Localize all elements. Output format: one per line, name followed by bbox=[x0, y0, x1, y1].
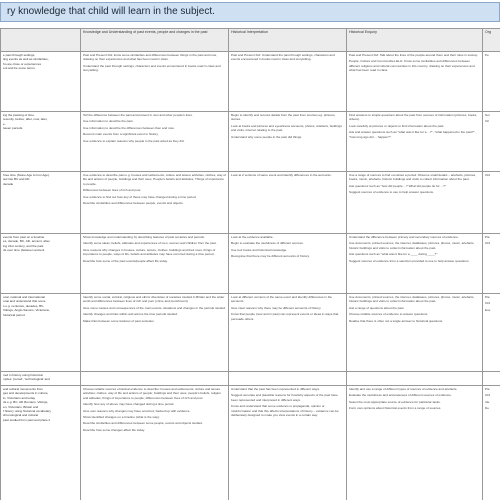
cell-text: Suggest sources of evidence from a selection provided to use to help answer questions. bbox=[349, 258, 470, 263]
cell-text: onal and understand that some bbox=[3, 299, 46, 304]
cell-text: Describe similarities and differences between people, events and objects. bbox=[83, 201, 184, 206]
cell-text: and cultural movements from bbox=[3, 387, 43, 391]
table-cell bbox=[1, 386, 81, 500]
table-cell bbox=[483, 234, 500, 294]
cell-text: ted into BC and AD. bbox=[3, 177, 31, 182]
cell-text: ent and be some terms. bbox=[3, 66, 36, 71]
cell-text: Pla bbox=[485, 235, 490, 239]
table-row bbox=[1, 172, 500, 234]
table-cell bbox=[347, 52, 483, 112]
cell-text: Give some causes and consequences of the main events, situations and changes in the periods studied. bbox=[83, 305, 226, 310]
cell-text: ds e.g. BC, AD Romans, Vikings, bbox=[3, 400, 49, 405]
cell-text: mples: 'period', 'technological' and bbox=[3, 377, 50, 382]
table-cell bbox=[1, 112, 81, 172]
cell-text: Understand the difference between primary and secondary sources of evidence. bbox=[349, 235, 459, 239]
curriculum-table-container bbox=[0, 28, 500, 500]
column-header: Historical Interpretation bbox=[229, 29, 347, 52]
cell-text: Show identified changes on a timeline (what is the way). bbox=[83, 415, 160, 420]
cell-text: Know and understand that some evidence is propaganda, opinion or misinformation and that this affects interpretations of history – evidence can be deliberately designed to make you view events in a certain way. bbox=[231, 404, 339, 418]
cell-text: Form own opinions about historical events from a range of sources. bbox=[349, 406, 442, 411]
cell-text: ing the passing of time. bbox=[3, 113, 35, 117]
table-cell bbox=[483, 294, 500, 372]
table-row bbox=[1, 234, 500, 294]
cell-text: Ask a range of questions about the past. bbox=[349, 305, 405, 310]
cell-text: People, Culture and Communities ELG: Know some similarities and differences between different religious and cultural communities in this country, drawing on their experiences and what has been read in class. bbox=[349, 59, 475, 73]
cell-text: Ask questions such as "what was it like for a ____ during ____?" bbox=[349, 252, 438, 257]
cell-text: Look at the evidence available. bbox=[231, 235, 274, 239]
cell-text: Tell the difference between the past and present in own and other people's lives. bbox=[83, 113, 193, 117]
cell-text: Ori bbox=[485, 119, 490, 124]
cell-text: ting events as well as similarities, bbox=[3, 57, 49, 62]
cell-text: decade bbox=[3, 181, 14, 186]
table-cell bbox=[483, 52, 500, 112]
cell-text: f history using historical vocabulary bbox=[3, 409, 51, 414]
table-cell bbox=[229, 372, 347, 386]
table-row bbox=[1, 112, 500, 172]
cell-text: Use documents, printed sources, the internet, databases, pictures, photos, music, artefacts, historic buildings and visits to collect information about the past. bbox=[349, 295, 475, 304]
cell-text: Look at books and pictures and eyewitness accounts, photos, artefacts, buildings and visits, internet relating to the past. bbox=[231, 123, 342, 133]
table-cell bbox=[1, 372, 81, 386]
table-cell bbox=[81, 372, 229, 386]
table-cell bbox=[81, 294, 229, 372]
cell-text: Identify changes and links within and across the time periods studied. bbox=[83, 312, 178, 317]
cell-text: Use documents, printed sources, the internet, databases, pictures, photos, music, artefacts, historic buildings and visits to collect information about the past. bbox=[349, 241, 475, 250]
cell-text: in, Victorians and today bbox=[3, 395, 36, 400]
cell-text: Look at different versions of the same event and identify differences in the accounts. bbox=[231, 295, 333, 304]
table-cell bbox=[81, 386, 229, 500]
table-cell bbox=[1, 172, 81, 234]
cell-text: Ide bbox=[485, 399, 490, 404]
cell-text: Describe similarities and differences between some people, events and objects studied. bbox=[83, 421, 203, 426]
cell-text: Give clear reasons why there may be different accounts of history. bbox=[231, 305, 322, 310]
cell-text: Identify some ideas, beliefs, attitudes and experiences of men, women and children from the past. bbox=[83, 241, 217, 246]
cell-text: De bbox=[485, 406, 489, 411]
table-cell bbox=[81, 52, 229, 112]
cell-text: Choose reliable sources of evidence to answer questions. bbox=[349, 312, 429, 317]
cell-text: Choose reliable sources of factual evidence to describe: houses and settlements; culture and leisure activities; clothes, way of life and actions of people; buildings and their uses; people's beliefs, religion and attitudes; things of importance to people; differences between lives of rich and poor. bbox=[83, 387, 221, 400]
column-header: Historical Enquiry bbox=[347, 29, 483, 52]
cell-text: Give own reasons why changes may have occurred, backed up with evidence. bbox=[83, 408, 191, 413]
cell-text: ho are close or experiences bbox=[3, 61, 42, 66]
cell-text: Recognise that there may be different accounts of history. bbox=[231, 254, 310, 259]
cell-text: s e.g. centuries, decades, BC, bbox=[3, 303, 45, 308]
curriculum-table bbox=[0, 28, 500, 500]
cell-text: Ord bbox=[485, 241, 491, 246]
table-cell bbox=[1, 294, 81, 372]
cell-text: Realise that there is often not a single answer to historical questions. bbox=[349, 318, 444, 323]
cell-text: e. bbox=[3, 121, 6, 126]
cell-text: Understand the past through settings, characters and events encountered in books read in class and storytelling. bbox=[83, 63, 221, 73]
cell-text: Use evidence to describe past e.g. houses and settlements, culture and leisure activities, clothes, way of life and actions of people, buildings and their uses, People's beliefs and attitudes, Things of importance to people. bbox=[83, 173, 226, 186]
cell-text: tween periods. bbox=[3, 126, 24, 131]
table-cell bbox=[229, 112, 347, 172]
cell-text: Ord bbox=[485, 301, 491, 306]
cell-text: recently, before, after, now, later, bbox=[3, 117, 48, 122]
cell-text: Find answers to simple questions about the past from sources of information (pictures, books, videos). bbox=[349, 113, 478, 122]
cell-text: e past through settings, bbox=[3, 53, 36, 57]
cell-text: Eve bbox=[485, 307, 491, 312]
cell-text: es, decade, BC, AD, ancient, after, bbox=[3, 239, 51, 244]
cell-text: Suggest sources of evidence to use to help answer questions. bbox=[349, 190, 434, 195]
cell-text: Pla bbox=[485, 295, 490, 299]
cell-text: Identify how any of above may have changed during a time period. bbox=[83, 402, 175, 407]
cell-text: Use evidence to find out how any of these may have changed during a time period. bbox=[83, 194, 197, 199]
table-cell bbox=[347, 234, 483, 294]
cell-text: Use a range of sources to find out about a period: Observe small details – artefacts, pictures, books, music, artefacts, historic buildings and visits to collect information about the past. bbox=[349, 173, 477, 182]
cell-text: ned in history using historical bbox=[3, 373, 43, 377]
table-cell bbox=[81, 234, 229, 294]
table-cell bbox=[229, 294, 347, 372]
table-cell bbox=[347, 386, 483, 500]
table-cell bbox=[1, 234, 81, 294]
cell-text: Past and Present Kid: know some similarities and differences between things in the past and now, drawing on their experiences and what has been read in class. bbox=[83, 53, 217, 62]
cell-text: past studied from past and place it bbox=[3, 417, 51, 422]
cell-text: Understand that the past has been represented in different ways. bbox=[231, 387, 320, 391]
table-row bbox=[1, 52, 500, 112]
cell-text: ocal, national and international bbox=[3, 295, 45, 299]
cell-text: Suggest accurate and plausible reasons for how/why aspects of the past have been represented and interpreted in different ways. bbox=[231, 393, 338, 402]
table-cell bbox=[229, 386, 347, 500]
table-header-row bbox=[1, 29, 500, 52]
table-cell bbox=[483, 386, 500, 500]
cell-text: Ord bbox=[485, 393, 491, 398]
cell-text: events from past on a timeline bbox=[3, 235, 45, 239]
cell-text: Ask questions such as "how did people ...? What did people do for ...?" bbox=[349, 183, 446, 188]
cell-text: Begin to evaluate the usefulness of different sources. bbox=[231, 241, 304, 246]
cell-text: Past and Present Kid: Understand the past through settings, characters and events encountered in books read in class and storytelling. bbox=[231, 53, 335, 62]
cell-text: Know that people (now and in past) can represent events or ideas in ways that persuade others. bbox=[231, 312, 339, 321]
table-cell bbox=[229, 52, 347, 112]
table-cell bbox=[1, 52, 81, 112]
table-cell bbox=[347, 372, 483, 386]
cell-text: Vikings, Anglo-Saxons, Victorians, bbox=[3, 308, 50, 313]
cell-text: Ord bbox=[485, 173, 491, 177]
table-row bbox=[1, 372, 500, 386]
table-cell bbox=[483, 172, 500, 234]
table-cell bbox=[347, 112, 483, 172]
table-body bbox=[1, 52, 500, 500]
page-title: ry knowledge that child will learn in the subject. bbox=[7, 6, 215, 17]
table-cell bbox=[229, 172, 347, 234]
cell-text: Differences between lives of rich and poor. bbox=[83, 188, 142, 193]
cell-text: Select the most appropriate source of evidence for particular tasks. bbox=[349, 399, 441, 404]
cell-text: ges and developments in culture, bbox=[3, 391, 49, 396]
cell-text: chronological and cultural bbox=[3, 413, 39, 418]
cell-text: Show knowledge and understanding by describing features of past societies and periods. bbox=[83, 235, 205, 239]
table-row bbox=[1, 294, 500, 372]
cell-text: Evaluate the usefulness and accurateness of different sources of evidence. bbox=[349, 393, 452, 398]
cell-text: ing 21st century, and the past bbox=[3, 243, 44, 248]
cell-text: Identify some social, cultural, religious and ethnic diversities of societies studied in Britain and the wider world and differences between lives of rich and poor (crime and punishment). bbox=[83, 295, 225, 304]
cell-text: Look at 2 versions of same event and identify differences in the accounts. bbox=[231, 173, 332, 177]
table-cell bbox=[483, 372, 500, 386]
table-cell bbox=[347, 172, 483, 234]
table-row bbox=[1, 386, 500, 500]
column-header: Knowledge and Understanding of past events, people and changes in the past bbox=[81, 29, 229, 52]
table-cell bbox=[81, 112, 229, 172]
cell-text: Use information to describe the past. bbox=[83, 119, 134, 124]
column-header bbox=[1, 29, 81, 52]
cell-text: ds over time (between ancient bbox=[3, 248, 45, 253]
cell-text: Use text books and historical knowledge. bbox=[231, 247, 288, 252]
cell-text: Recount main events from a significant event in history. bbox=[83, 132, 159, 137]
cell-text: en, Victorians, Britain and bbox=[3, 404, 39, 409]
table-cell bbox=[483, 112, 500, 172]
table-cell bbox=[229, 234, 347, 294]
cell-text: Look carefully at pictures or objects to find information about the past. bbox=[349, 123, 445, 128]
cell-text: Understand why some people in the past did things. bbox=[231, 134, 303, 139]
table-cell bbox=[347, 294, 483, 372]
table-cell bbox=[81, 172, 229, 234]
cell-text: Past and Present Kid: Talk about the lives of the people around them and their roles in society. bbox=[349, 53, 478, 57]
cell-text: Describe how some of the past events/people affect life today. bbox=[83, 258, 168, 263]
cell-text: Use evidence to explain reasons why people in the past acted as they did. bbox=[83, 138, 185, 143]
cell-text: Use information to describe the differences between then and now. bbox=[83, 125, 175, 130]
cell-text: Make links between some features of past societies. bbox=[83, 318, 155, 323]
cell-text: Identify and use a range of different types of sources of evidence and artefacts. bbox=[349, 387, 458, 391]
cell-text: historical period bbox=[3, 312, 25, 317]
cell-text: Sor bbox=[485, 113, 490, 117]
cell-text: Ask and answer questions such as "what was it like for a ...?", "what happened in the past?", "how long ago did ... happen?". bbox=[349, 130, 476, 139]
cell-text: hree time (Stone Age to Iron Age). bbox=[3, 173, 50, 177]
page-header-banner bbox=[0, 2, 500, 22]
cell-text: Describe how some changes affect life today. bbox=[83, 427, 145, 432]
cell-text: Pla bbox=[485, 387, 490, 391]
cell-text: Give reasons why changes in houses, culture, leisure, clothes, buildings and their uses, things of importance to people, ways of life, beliefs and attitudes may have occurred during a time period. bbox=[83, 247, 216, 257]
cell-text: Begin to identify and recount details from the past from sources eg. pictures, stories. bbox=[231, 113, 336, 122]
column-header: Org bbox=[483, 29, 500, 52]
cell-text: Pe bbox=[485, 53, 489, 57]
